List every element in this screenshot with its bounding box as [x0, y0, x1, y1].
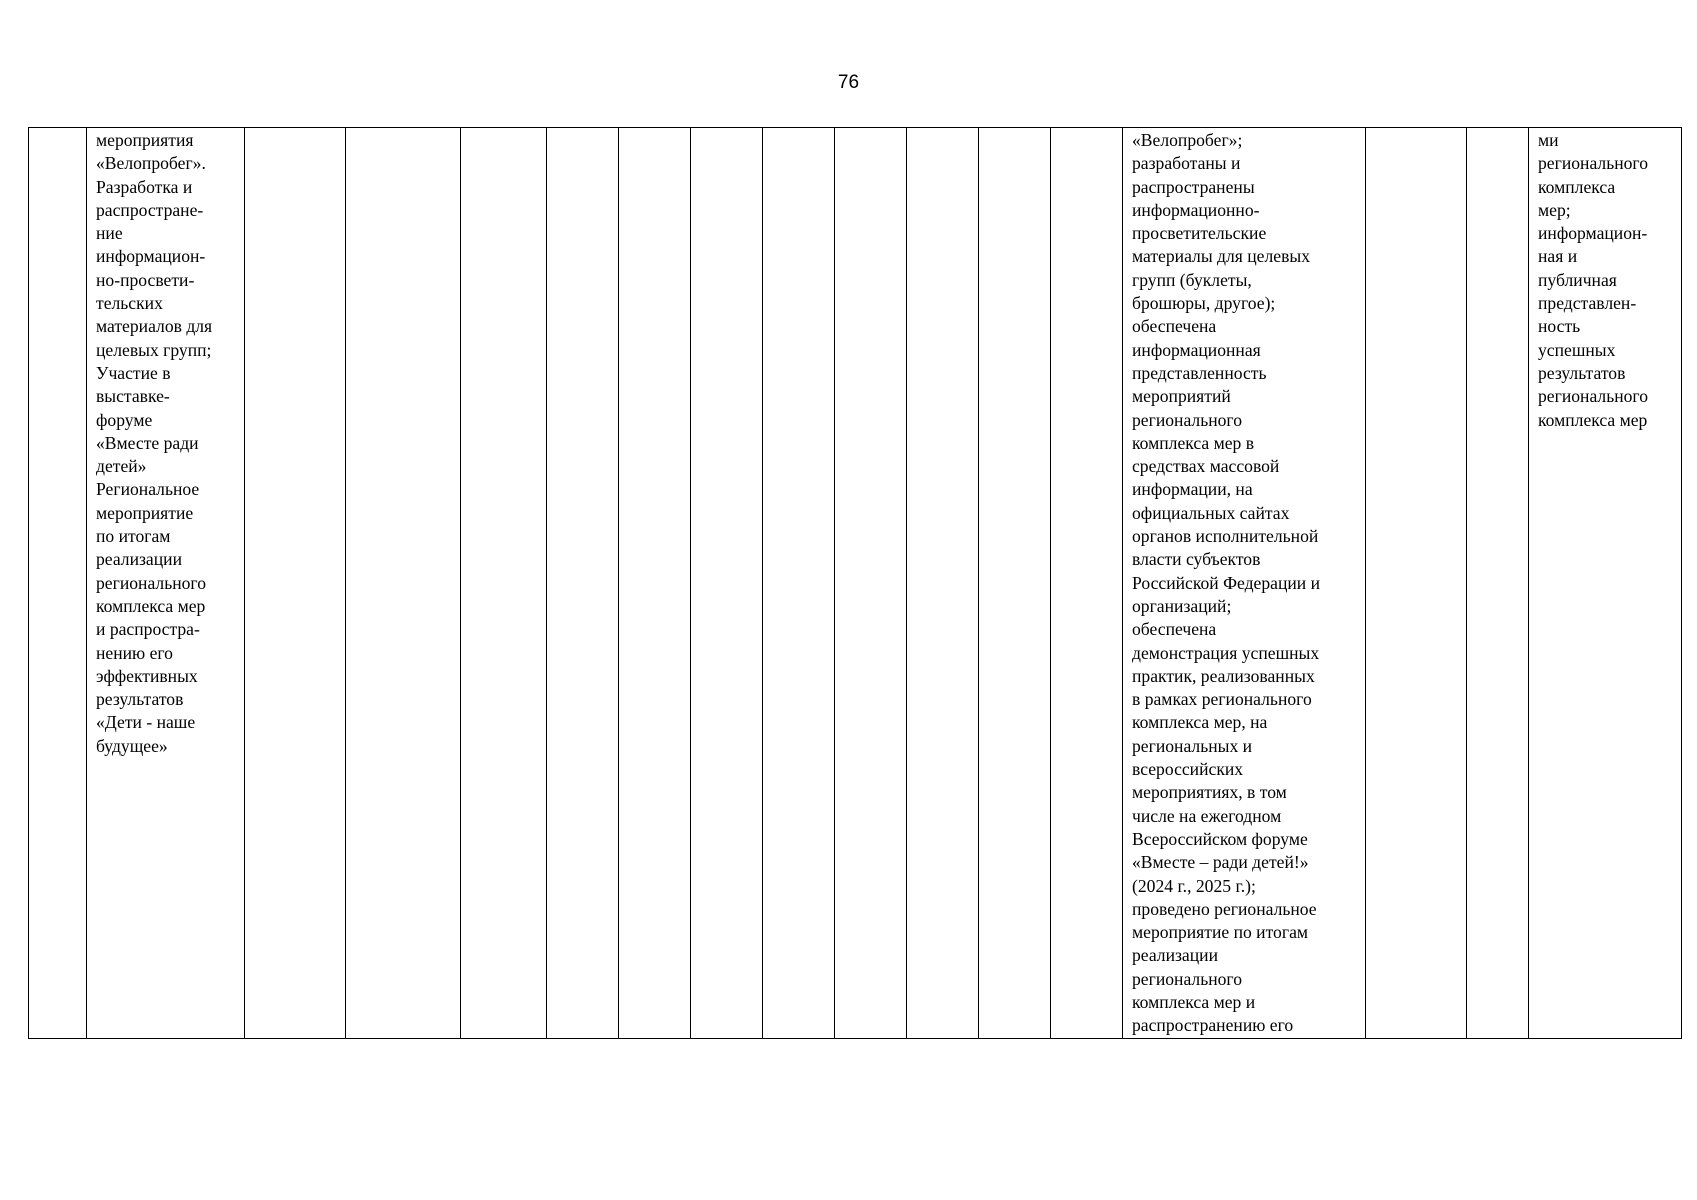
cell-col3: [245, 128, 346, 1039]
text-line: в рамках регионального: [1132, 689, 1312, 710]
text-line: ная и: [1538, 246, 1578, 267]
text-line: «Вместе – ради детей!»: [1132, 852, 1309, 873]
text-line: комплекса мер: [1538, 409, 1648, 430]
text-line: комплекса: [1538, 176, 1616, 197]
text-line: демонстрация успешных: [1132, 642, 1320, 663]
text-line: мероприятие по итогам: [1132, 922, 1309, 943]
text-line: но-просвети-: [96, 269, 195, 290]
text-line: всероссийских: [1132, 759, 1244, 780]
cell-col12: [979, 128, 1051, 1039]
text-line: официальных сайтах: [1132, 502, 1290, 523]
text-line: комплекса мер: [96, 595, 206, 616]
cell-col11: [907, 128, 979, 1039]
cell-expected-results: [1123, 128, 1366, 1039]
text-line: распространены: [1132, 176, 1255, 197]
text-line: информационно-: [1132, 199, 1260, 220]
text-line: средствах массовой: [1132, 456, 1280, 477]
text-line: целевых групп;: [96, 339, 212, 360]
text-line: реализации: [1132, 945, 1218, 966]
cell-effects: [1529, 128, 1682, 1039]
cell-col9: [763, 128, 835, 1039]
text-line: разработаны и: [1132, 153, 1241, 174]
text-line: публичная: [1538, 269, 1617, 290]
text-line: мероприятия: [96, 130, 194, 150]
text-line: Региональное: [96, 479, 200, 500]
text-line: власти субъектов: [1132, 549, 1261, 570]
text-line: проведено региональное: [1132, 898, 1317, 919]
event-description-text: [87, 128, 244, 758]
text-line: числе на ежегодном: [1132, 805, 1282, 826]
text-line: Всероссийском форуме: [1132, 828, 1308, 849]
cell-col16: [1467, 128, 1529, 1039]
text-line: регионального: [1538, 153, 1649, 174]
text-line: тельских: [96, 293, 163, 314]
text-line: регионального: [1132, 968, 1243, 989]
text-line: органов исполнительной: [1132, 526, 1319, 547]
text-line: мероприятиях, в том: [1132, 782, 1287, 803]
text-line: реализации: [96, 549, 182, 570]
text-line: и распростра-: [96, 619, 200, 640]
text-line: представленность: [1132, 362, 1267, 383]
text-line: брошюры, другое);: [1132, 293, 1276, 314]
text-line: информацион-: [1538, 223, 1648, 244]
text-line: распространению его: [1132, 1015, 1294, 1036]
effects-text: [1529, 128, 1681, 432]
text-line: выставке-: [96, 386, 170, 407]
cell-col15: [1366, 128, 1467, 1039]
text-line: мер;: [1538, 199, 1571, 220]
page-number: 76: [837, 72, 860, 93]
text-line: материалы для целевых: [1132, 246, 1310, 267]
text-line: информационная: [1132, 339, 1261, 360]
text-line: мероприятий: [1132, 386, 1231, 407]
text-line: успешных: [1538, 339, 1616, 360]
cell-col7: [619, 128, 691, 1039]
cell-col4: [346, 128, 461, 1039]
text-line: нению его: [96, 642, 173, 663]
measures-table: [28, 127, 1682, 1039]
text-line: обеспечена: [1132, 619, 1217, 640]
text-line: информацион-: [96, 246, 206, 267]
text-line: Российской Федерации и: [1132, 572, 1321, 593]
text-line: организаций;: [1132, 595, 1232, 616]
text-line: эффективных: [96, 665, 198, 686]
text-line: комплекса мер в: [1132, 432, 1255, 453]
text-line: распростране-: [96, 199, 204, 220]
text-line: представлен-: [1538, 293, 1637, 314]
cell-col13: [1051, 128, 1123, 1039]
cell-col1: [29, 128, 87, 1039]
text-line: групп (буклеты,: [1132, 269, 1252, 290]
text-line: по итогам: [96, 526, 171, 547]
text-line: Участие в: [96, 362, 171, 383]
text-line: просветительские: [1132, 223, 1267, 244]
text-line: ние: [96, 223, 123, 244]
cell-col5: [461, 128, 547, 1039]
table-row: [29, 128, 1682, 1039]
text-line: ность: [1538, 316, 1581, 337]
text-line: обеспечена: [1132, 316, 1217, 337]
text-line: комплекса мер, на: [1132, 712, 1268, 733]
text-line: регионального: [1538, 386, 1649, 407]
text-line: регионального: [1132, 409, 1243, 430]
text-line: регионального: [96, 572, 207, 593]
text-line: «Велопробег»;: [1132, 130, 1243, 150]
text-line: ми: [1538, 130, 1559, 150]
text-line: «Дети - наше: [96, 712, 196, 733]
text-line: результатов: [1538, 362, 1626, 383]
cell-col8: [691, 128, 763, 1039]
text-line: информации, на: [1132, 479, 1253, 500]
text-line: региональных и: [1132, 735, 1253, 756]
text-line: детей»: [96, 456, 147, 477]
text-line: (2024 г., 2025 г.);: [1132, 875, 1256, 896]
text-line: «Вместе ради: [96, 432, 199, 453]
cell-event-description: [87, 128, 245, 1039]
text-line: форуме: [96, 409, 153, 430]
expected-results-text: [1123, 128, 1365, 1038]
text-line: практик, реализованных: [1132, 665, 1315, 686]
text-line: будущее»: [96, 735, 168, 756]
cell-col10: [835, 128, 907, 1039]
text-line: материалов для: [96, 316, 213, 337]
text-line: Разработка и: [96, 176, 193, 197]
text-line: мероприятие: [96, 502, 194, 523]
text-line: результатов: [96, 689, 184, 710]
cell-col6: [547, 128, 619, 1039]
text-line: «Велопробег».: [96, 153, 206, 174]
text-line: комплекса мер и: [1132, 991, 1256, 1012]
